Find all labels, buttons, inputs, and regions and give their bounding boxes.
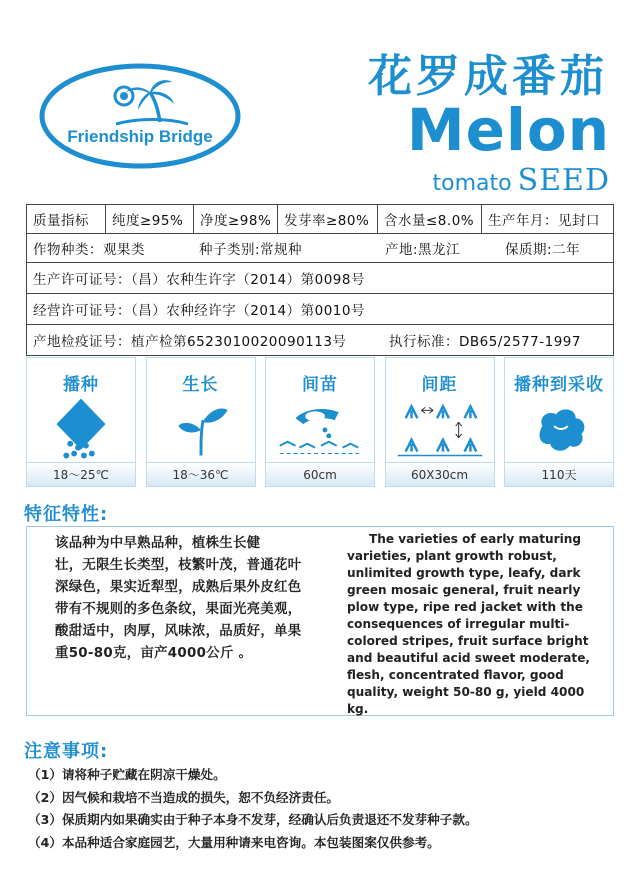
features-cn-line: 重50-80克，亩产4000公斤 。 <box>55 646 253 661</box>
origin: 产地:黑龙江 <box>385 242 461 258</box>
standard: 执行标准：DB65/2577-1997 <box>389 334 581 350</box>
crop-type: 作物种类：观果类 <box>33 242 145 258</box>
quality-label: 质量指标 <box>33 213 89 229</box>
features-title: 特征特性: <box>24 504 109 525</box>
info-row-crop <box>26 234 614 263</box>
tile-label: 间苗 <box>302 375 338 395</box>
info-row-quality <box>26 205 614 234</box>
purity-value: 纯度≥95% <box>105 205 193 233</box>
features-en-line: green mosaic general, fruit nearly <box>347 583 581 597</box>
features-cn-line: 该品种为中早熟品种，植株生长健 <box>55 536 261 551</box>
cleanliness-value: 净度≥98% <box>193 205 277 233</box>
features-cn-line: 酸甜适中，肉厚，风味浓，品质好，单果 <box>55 624 302 639</box>
tile-spacing <box>385 357 495 487</box>
tile-thinning <box>265 357 375 487</box>
harvest-fruit-icon <box>505 396 613 462</box>
subtitle-small: tomato <box>432 171 512 196</box>
germination-value: 发芽率≥80% <box>277 205 377 233</box>
features-en-line: flesh, concentrated flavor, good <box>347 668 564 682</box>
tile-footer: 60cm <box>266 462 374 486</box>
moisture-value: 含水量≤8.0% <box>377 205 481 233</box>
features-en-line: plow type, ripe red jacket with the <box>347 600 583 614</box>
tile-label: 播种到采收 <box>514 375 604 395</box>
quarantine-cert: 产地检疫证号：植产检第6523010020090113号 <box>33 334 347 350</box>
note-item: （2）因气候和栽培不当造成的损失，恕不负经济责任。 <box>28 789 340 805</box>
palm-tree-sun-icon <box>38 62 242 170</box>
info-table <box>26 204 614 356</box>
product-subtitle <box>433 163 611 198</box>
features-en-line: consequences of irregular multi- <box>347 617 570 631</box>
tile-growth <box>146 357 256 487</box>
tile-label: 间距 <box>421 375 458 395</box>
note-item: （3）保质期内如果确实由于种子本身不发芽，经确认后负责退还不发芽种子款。 <box>28 812 478 827</box>
business-license: 经营许可证号：（昌）农种经许字（2014）第0010号 <box>33 303 365 319</box>
subtitle-big: SEED <box>517 163 610 198</box>
seedling-icon <box>147 396 255 462</box>
tile-footer: 60X30cm <box>386 462 494 486</box>
info-row-business-license <box>26 294 614 325</box>
production-date-value: 生产年月：见封口 <box>481 205 613 233</box>
spacing-icon <box>386 396 494 462</box>
features-cn-line: 壮，无限生长类型，枝繁叶茂，普通花叶 <box>55 558 302 573</box>
features-en-line: unlimited growth type, leafy, dark <box>347 566 581 580</box>
logo-text: Friendship Bridge <box>67 127 213 146</box>
info-row-production-license <box>26 263 614 294</box>
features-en-line: and beautiful acid sweet moderate, <box>347 651 591 665</box>
tile-harvest <box>504 357 614 487</box>
thinning-hand-icon <box>266 396 374 462</box>
seed-packet-icon <box>27 396 135 462</box>
features-box <box>26 526 614 716</box>
tile-sowing <box>26 357 136 487</box>
production-license: 生产许可证号：（昌）农种生许字（2014）第0098号 <box>33 272 365 288</box>
features-cn-line: 深绿色，果实近犁型，成熟后果外皮红色 <box>55 580 302 595</box>
seed-category: 种子类别:常规种 <box>199 242 303 258</box>
features-en-line: quality, weight 50-80 g, yield 4000 kg. <box>347 685 585 716</box>
notes-title: 注意事项: <box>24 741 109 762</box>
features-cn <box>27 527 317 715</box>
shelf-life: 保质期:二年 <box>505 242 581 258</box>
tile-footer: 110天 <box>505 462 613 486</box>
tile-footer: 18～36℃ <box>147 462 255 486</box>
features-en-line: varieties, plant growth robust, <box>347 549 557 563</box>
tile-label: 生长 <box>182 375 219 395</box>
features-cn-line: 带有不规则的多色条纹，果面光亮美观， <box>55 602 302 617</box>
tile-label: 播种 <box>63 375 99 395</box>
features-en <box>317 527 613 715</box>
product-title-en: Melon <box>406 96 610 164</box>
growing-guide <box>26 357 614 487</box>
brand-logo <box>38 62 242 170</box>
tile-footer: 18～25℃ <box>27 462 135 486</box>
note-item: （4）本品种适合家庭园艺，大量用种请来电咨询。本包装图案仅供参考。 <box>28 834 440 850</box>
info-row-quarantine <box>26 325 614 356</box>
features-en-line: colored stripes, fruit surface bright <box>347 634 589 648</box>
notes-list <box>28 764 618 854</box>
product-title-cn: 花罗成番茄 <box>368 51 608 102</box>
note-item: （1）请将种子贮藏在阴凉干燥处。 <box>28 767 226 782</box>
features-en-line: The varieties of early maturing <box>369 532 582 546</box>
